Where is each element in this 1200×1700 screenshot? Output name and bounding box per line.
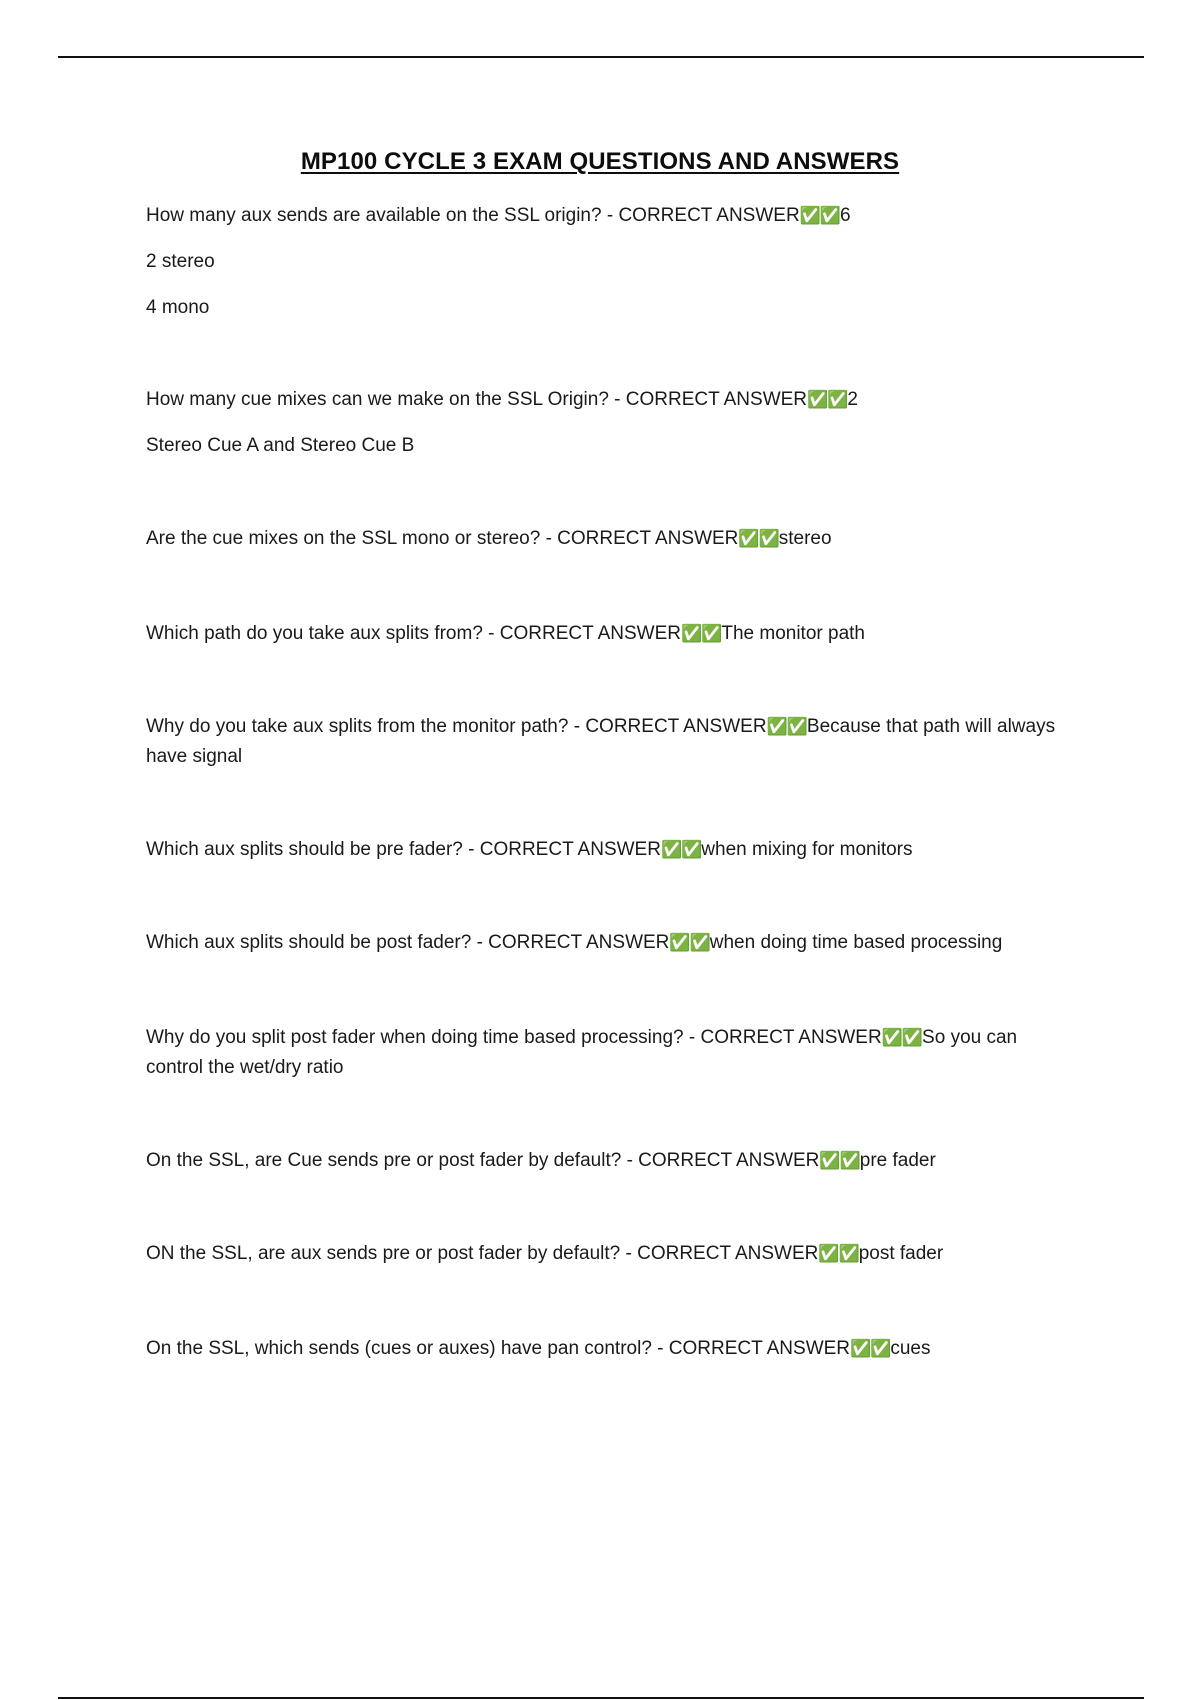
- answer-marker: - CORRECT ANSWER: [620, 1243, 819, 1264]
- check-icon: ✅✅: [669, 933, 710, 953]
- qa-item: [146, 712, 1066, 772]
- qa-list: [146, 201, 1066, 1364]
- answer-text: pre fader: [859, 1150, 936, 1171]
- check-icon: ✅✅: [660, 840, 702, 860]
- question-text: Why do you take aux splits from the monitor path?: [146, 716, 569, 737]
- check-icon: ✅✅: [818, 1244, 859, 1264]
- answer-text: So you can control the wet/dry ratio: [146, 1027, 1018, 1078]
- qa-line: [146, 1146, 1066, 1176]
- answer-text: 6: [840, 205, 851, 226]
- question-text: ON the SSL, are aux sends pre or post fader by default?: [146, 1243, 621, 1264]
- qa-line: [146, 619, 1066, 649]
- answer-marker: - CORRECT ANSWER: [651, 1338, 851, 1359]
- qa-line: [146, 201, 1066, 231]
- qa-line: [146, 1334, 1066, 1364]
- answer-text: post fader: [858, 1243, 944, 1264]
- question-text: Which aux splits should be pre fader?: [146, 839, 463, 860]
- answer-text: The monitor path: [721, 623, 865, 644]
- question-text: How many cue mixes can we make on the SSL Origin?: [146, 389, 609, 410]
- qa-item: [146, 1146, 1066, 1176]
- answer-text: when mixing for monitors: [701, 839, 913, 860]
- answer-marker: - CORRECT ANSWER: [608, 389, 808, 410]
- qa-line: [146, 712, 1066, 772]
- answer-text: when doing time based processing: [709, 932, 1003, 953]
- check-icon: ✅✅: [819, 1151, 860, 1171]
- check-icon: ✅✅: [738, 529, 779, 549]
- question-text: Which aux splits should be post fader?: [146, 932, 472, 953]
- qa-line: [146, 1023, 1066, 1083]
- answer-marker: - CORRECT ANSWER: [540, 528, 739, 549]
- answer-detail: Stereo Cue A and Stereo Cue B: [146, 435, 415, 456]
- question-text: On the SSL, are Cue sends pre or post fader by default?: [146, 1150, 622, 1171]
- qa-item: [146, 1023, 1066, 1083]
- answer-text: 2: [847, 389, 858, 410]
- answer-marker: - CORRECT ANSWER: [462, 839, 661, 860]
- question-text: Why do you split post fader when doing time based processing?: [146, 1027, 684, 1048]
- qa-item: [146, 1334, 1066, 1364]
- qa-item: [146, 1239, 1066, 1269]
- answer-marker: - CORRECT ANSWER: [568, 716, 767, 737]
- qa-line: [146, 385, 1066, 415]
- check-icon: ✅✅: [807, 390, 848, 410]
- check-icon: ✅✅: [766, 717, 807, 737]
- answer-text: Because that path will always have signal: [146, 716, 1056, 767]
- question-text: Are the cue mixes on the SSL mono or stereo?: [146, 528, 541, 549]
- qa-line: [146, 928, 1066, 958]
- top-rule: [58, 56, 1144, 58]
- answer-marker: - CORRECT ANSWER: [683, 1027, 882, 1048]
- document-title: MP100 CYCLE 3 EXAM QUESTIONS AND ANSWERS: [300, 148, 900, 175]
- qa-item: [146, 835, 1066, 865]
- qa-line: [146, 524, 1066, 554]
- check-icon: ✅✅: [850, 1339, 891, 1359]
- answer-marker: - CORRECT ANSWER: [471, 932, 670, 953]
- check-icon: ✅✅: [881, 1028, 923, 1048]
- question-text: How many aux sends are available on the SSL origin?: [146, 205, 602, 226]
- question-text: Which path do you take aux splits from?: [146, 623, 483, 644]
- qa-item: [146, 524, 1066, 554]
- answer-detail: 4 mono: [146, 297, 210, 318]
- qa-line: [146, 835, 1066, 865]
- qa-item: [146, 619, 1066, 649]
- qa-item: [146, 928, 1066, 958]
- answer-text: stereo: [778, 528, 832, 549]
- qa-item: [146, 201, 1066, 323]
- qa-item: [146, 385, 1066, 461]
- qa-line: [146, 1239, 1066, 1269]
- answer-marker: - CORRECT ANSWER: [601, 205, 800, 226]
- answer-detail: 2 stereo: [146, 251, 215, 272]
- check-icon: ✅✅: [681, 624, 722, 644]
- question-text: On the SSL, which sends (cues or auxes) have pan control?: [146, 1338, 652, 1359]
- answer-marker: - CORRECT ANSWER: [482, 623, 681, 644]
- bottom-rule: [58, 1697, 1144, 1699]
- answer-marker: - CORRECT ANSWER: [621, 1150, 820, 1171]
- answer-text: cues: [890, 1338, 931, 1359]
- check-icon: ✅✅: [799, 206, 841, 226]
